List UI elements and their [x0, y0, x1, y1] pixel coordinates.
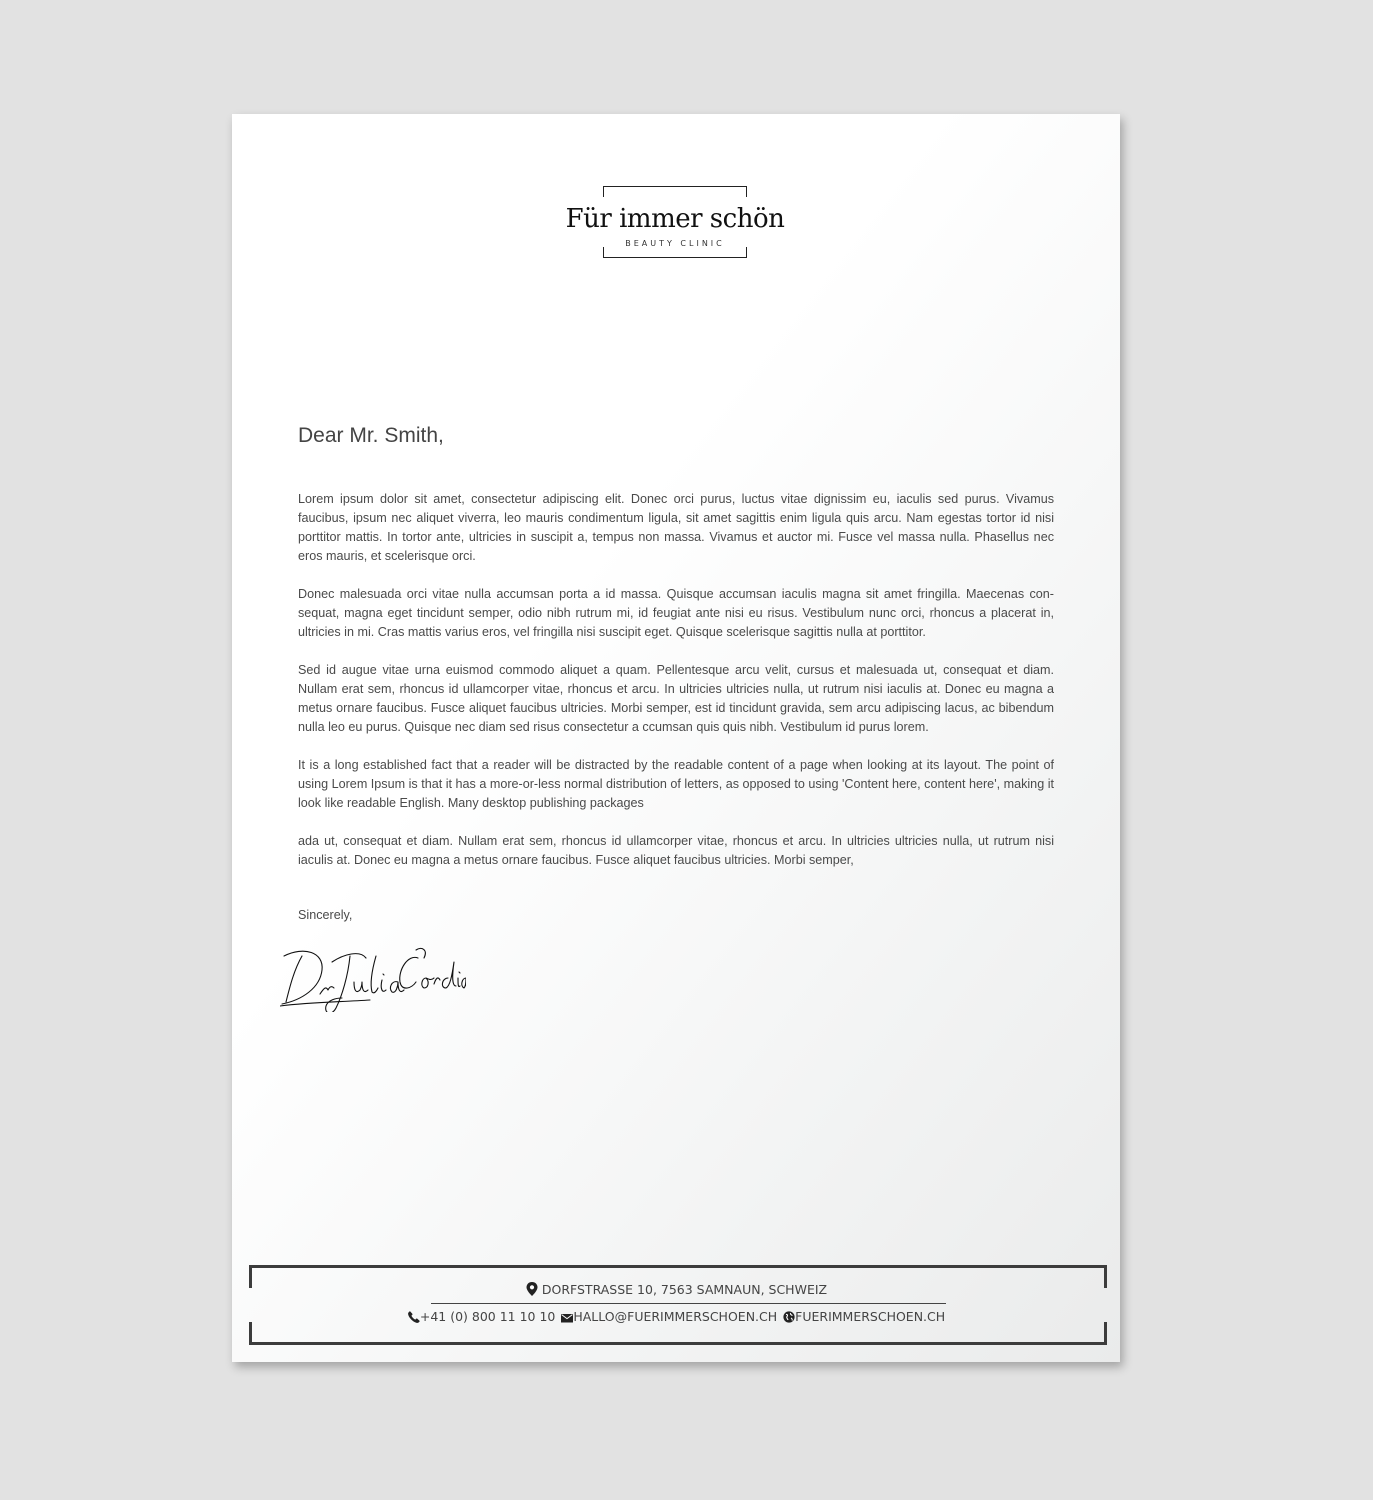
footer-address-text: DORFSTRASSE 10, 7563 SAMNAUN, SCHWEIZ: [541, 1282, 828, 1297]
footer-email-text: HALLO@FUERIMMERSCHOEN.CH: [573, 1309, 778, 1324]
logo-brand-name: Für immer schön: [565, 204, 785, 234]
letter-paragraph: Donec malesuada orci vitae nulla accumsan porta a id massa. Quisque accumsan iaculis magna sit amet fringilla. Maecenas con-sequat, magna eget tincidunt semper, odio nibh rutrum mi, id feugiat ante nisi eu risus. Vestibulum nunc orci, rhoncus a placerat in, ultricies in mi. Cras mattis varius eros, vel fringilla nisi suscipit eget. Quisque scelerisque sagittis nulla at porttitor.: [298, 587, 1054, 639]
letter-paragraph: It is a long established fact that a reader will be distracted by the readable content of a page when looking at its layout. The point of using Lorem Ipsum is that it has a more-or-less normal distribution of letters, as opposed to using 'Content here, content here', making it look like readable English. Many desktop publishing packages: [298, 758, 1054, 810]
letter-page: [232, 114, 1120, 1362]
footer-divider: [431, 1303, 946, 1304]
logo-frame-bottom: [603, 247, 747, 258]
letter-body: [298, 490, 1054, 889]
footer-website[interactable]: [783, 1309, 945, 1324]
handwritten-signature: [280, 936, 466, 1012]
globe-icon: [783, 1311, 795, 1323]
logo-tagline: BEAUTY CLINIC: [625, 239, 725, 248]
letter-greeting: Dear Mr. Smith,: [298, 424, 444, 447]
envelope-icon: [561, 1313, 573, 1323]
footer-address: [249, 1282, 1104, 1297]
letter-paragraph: Lorem ipsum dolor sit amet, consectetur adipiscing elit. Donec orci purus, luctus vitae dignissim eu, iaculis sed purus. Vivamus faucibus, ipsum nec aliquet viverra, leo mauris condimentum ligula, sit amet sagittis enim ligula quis arcu. Nam egestas tortor id nisi porttitor mattis. In tortor ante, ultricies in suscipit a, tempus non massa. Vivamus et auctor mi. Fusce vel massa nulla. Phasellus nec eros mauris, et scelerisque orci.: [298, 492, 1054, 563]
letter-footer: [249, 1265, 1104, 1345]
phone-icon: [408, 1311, 420, 1323]
footer-phone-text: +41 (0) 800 11 10 10: [419, 1309, 556, 1324]
clinic-logo: [565, 186, 785, 258]
letter-closing: Sincerely,: [298, 908, 353, 922]
footer-website-text: FUERIMMERSCHOEN.CH: [795, 1309, 946, 1324]
footer-phone[interactable]: [408, 1309, 560, 1324]
footer-bracket-bottom: [249, 1322, 1107, 1345]
logo-frame-top: [603, 186, 747, 197]
footer-contact-line: [249, 1309, 1104, 1324]
map-pin-icon: [526, 1282, 538, 1296]
footer-email[interactable]: [561, 1309, 781, 1324]
letter-paragraph: ada ut, consequat et diam. Nullam erat sem, rhoncus id ullamcorper vitae, rhoncus et arcu. In ultricies ultricies nulla, ut rutrum nisi iaculis at. Donec eu magna a metus ornare faucibus. Fusce aliquet faucibus ultricies. Morbi semper,: [298, 834, 1054, 867]
letter-paragraph: Sed id augue vitae urna euismod commodo aliquet a quam. Pellentesque arcu velit, cursus et malesuada ut, consequat et diam. Nullam erat sem, rhoncus id ullamcorper vitae, rhoncus et arcu. In ultricies ultricies nulla, ut rutrum nisi iaculis at. Donec eu magna a metus ornare faucibus. Fusce aliquet faucibus ultricies. Morbi semper, est id tincidunt gravida, sem arcu adipiscing lacus, ac bibendum nulla leo eu purus. Quisque nec diam sed risus consectetur a ccumsan quis quis nibh. Vestibulum id purus lorem.: [298, 663, 1054, 734]
